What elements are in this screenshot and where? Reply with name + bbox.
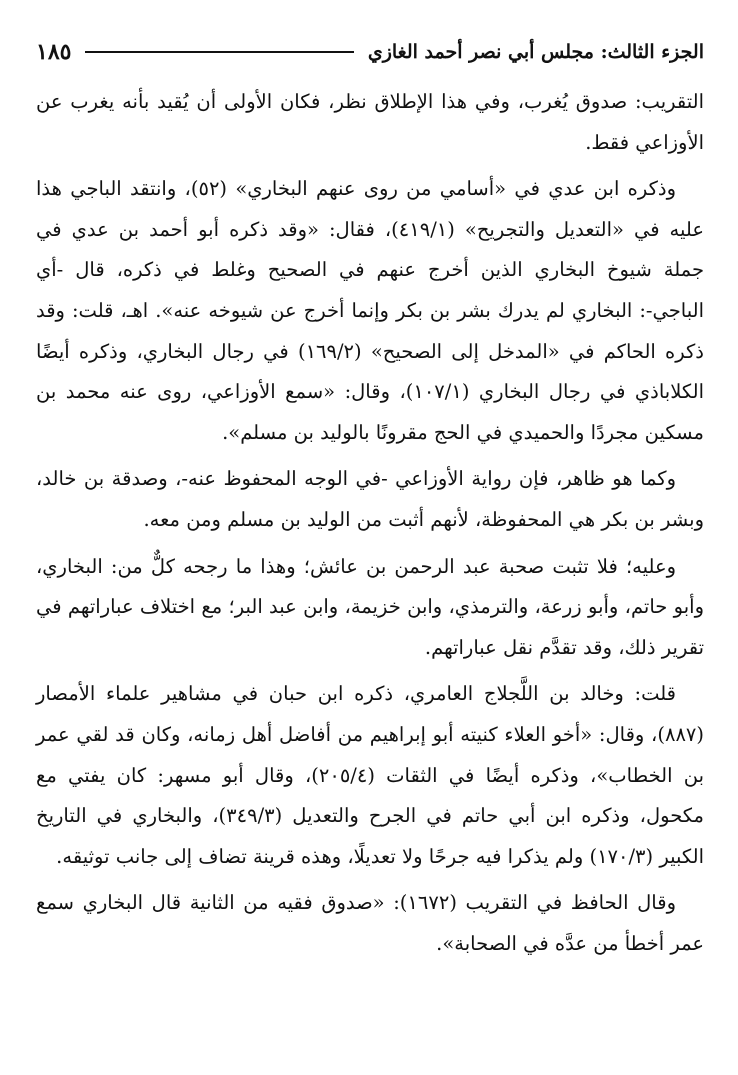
- header-title: الجزء الثالث: مجلس أبي نصر أحمد الغازي: [367, 41, 704, 63]
- page-body: [36, 82, 704, 964]
- page-number: ١٨٥: [36, 39, 72, 65]
- paragraph-6: وقال الحافظ في التقريب (١٦٧٢): «صدوق فقيه من الثانية قال البخاري سمع عمر أخطأ من عدَّه في الصحابة».: [36, 891, 704, 955]
- paragraph-4: وعليه؛ فلا تثبت صحبة عبد الرحمن بن عائش؛ وهذا ما رجحه كلٌّ من: البخاري، وأبو حاتم، وأبو زرعة، والترمذي، وابن خزيمة، وابن عبد البر؛ مع اختلاف عباراتهم في تقرير ذلك، وقد تقدَّم نقل عباراتهم.: [36, 554, 704, 659]
- book-page: [36, 32, 704, 964]
- header-rule: [85, 51, 353, 53]
- paragraph-2: وذكره ابن عدي في «أسامي من روى عنهم البخاري» (٥٢)، وانتقد الباجي هذا عليه في «التعديل والتجريح» (٤١٩/١)، فقال: «وقد ذكره أبو أحمد بن عدي في جملة شيوخ البخاري الذين أخرج عنهم في الصحيح وغلط في ذكره، قال -أي الباجي-: البخاري لم يدرك بشر بن بكر وإنما أخرج عن شيوخه عنه». اهـ، قلت: وقد ذكره الحاكم في «المدخل إلى الصحيح» (١٦٩/٢) في رجال البخاري، وذكره أيضًا الكلاباذي في رجال البخاري (١٠٧/١)، وقال: «سمع الأوزاعي، روى عنه محمد بن مسكين مجردًا والحميدي في الحج مقرونًا بالوليد بن مسلم».: [36, 177, 704, 444]
- paragraph-3: وكما هو ظاهر، فإن رواية الأوزاعي -في الوجه المحفوظ عنه-، وصدقة بن خالد، وبشر بن بكر هي المحفوظة، لأنهم أثبت من الوليد بن مسلم ومن معه.: [36, 467, 704, 531]
- paragraph-5: قلت: وخالد بن اللَّجلاج العامري، ذكره ابن حبان في مشاهير علماء الأمصار (٨٨٧)، وقال: «أخو العلاء كنيته أبو إبراهيم من أفاضل أهل زمانه، وكان قد لقي عمر بن الخطاب»، وذكره أيضًا في الثقات (٢٠٥/٤)، وقال أبو مسهر: كان يفتي مع مكحول، وذكره ابن أبي حاتم في الجرح والتعديل (٣٤٩/٣)، والبخاري في التاريخ الكبير (١٧٠/٣) ولم يذكرا فيه جرحًا ولا تعديلًا، وهذه قرينة تضاف إلى جانب توثيقه.: [36, 682, 704, 868]
- running-header: [36, 32, 704, 72]
- paragraph-1: التقريب: صدوق يُغرب، وفي هذا الإطلاق نظر، فكان الأولى أن يُقيد بأنه يغرب عن الأوزاعي فقط.: [36, 90, 704, 154]
